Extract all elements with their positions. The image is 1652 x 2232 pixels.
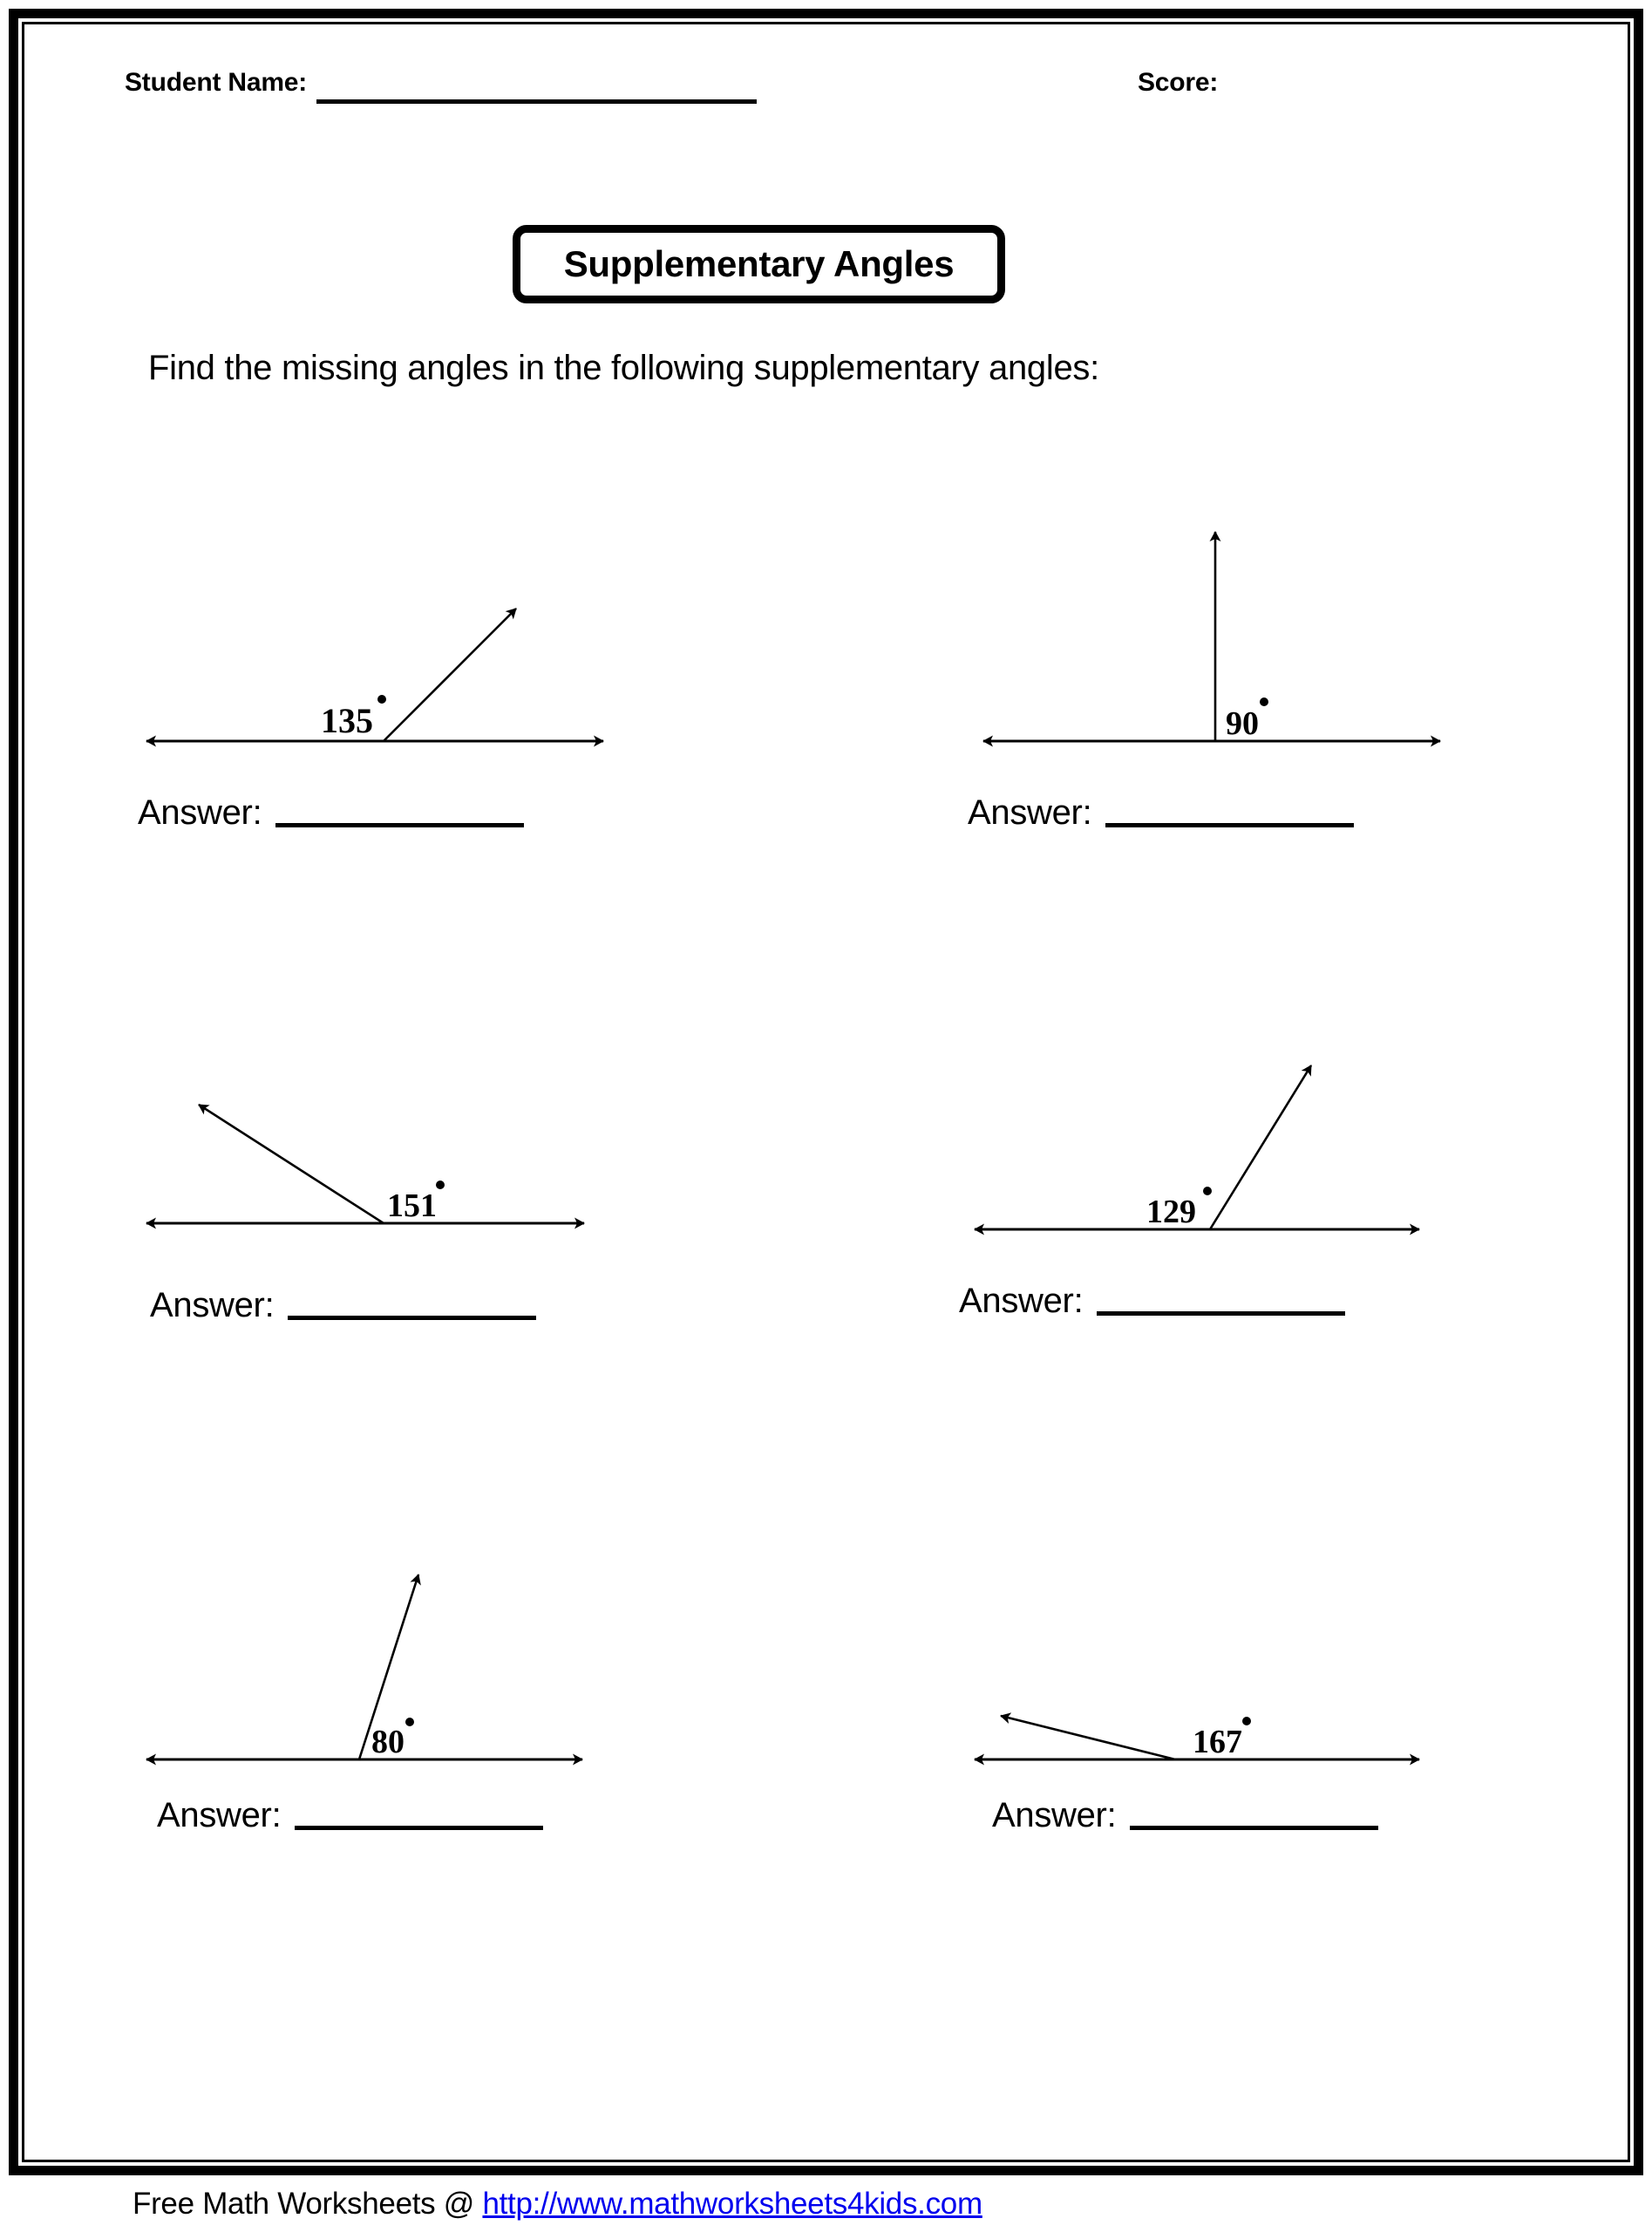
angle-figure-4 — [959, 1020, 1482, 1256]
worksheet-header — [0, 68, 1652, 108]
answer-blank-2[interactable] — [1105, 823, 1354, 827]
worksheet-footer — [0, 2187, 1652, 2222]
angle-label-2: 90 — [1226, 705, 1259, 742]
angle-figure-3 — [131, 1059, 619, 1251]
answer-row-6 — [992, 1796, 1378, 1835]
answer-label-2: Answer: — [968, 793, 1092, 832]
degree-symbol-1 — [377, 695, 386, 704]
answer-row-4 — [959, 1282, 1345, 1321]
angle-label-3: 151 — [387, 1187, 437, 1224]
answer-row-5 — [157, 1796, 543, 1835]
angle-label-5: 80 — [371, 1724, 405, 1760]
instruction-text: Find the missing angles in the following supplementary angles: — [148, 349, 1099, 387]
angle-label-6: 167 — [1193, 1724, 1242, 1760]
answer-blank-3[interactable] — [288, 1316, 536, 1320]
angle-figure-2 — [968, 488, 1456, 776]
answer-row-1 — [138, 793, 524, 833]
answer-label-6: Answer: — [992, 1796, 1117, 1834]
answer-label-4: Answer: — [959, 1282, 1084, 1320]
student-name-input-blank[interactable] — [316, 99, 757, 104]
footer-text: Free Math Worksheets @ — [133, 2187, 483, 2221]
answer-blank-4[interactable] — [1097, 1311, 1345, 1316]
student-name-label: Student Name: — [125, 68, 308, 97]
angle-figure-1 — [131, 523, 619, 776]
degree-symbol-2 — [1260, 698, 1268, 706]
page-title: Supplementary Angles — [563, 243, 955, 284]
answer-label-3: Answer: — [150, 1286, 275, 1324]
degree-symbol-6 — [1242, 1717, 1251, 1725]
answer-label-5: Answer: — [157, 1796, 282, 1834]
angle-label-4: 129 — [1146, 1194, 1196, 1230]
answer-blank-5[interactable] — [295, 1826, 543, 1830]
answer-label-1: Answer: — [138, 793, 262, 832]
angle-label-1: 135 — [321, 701, 373, 740]
answer-row-2 — [968, 793, 1354, 833]
degree-symbol-5 — [405, 1718, 414, 1726]
answer-row-3 — [150, 1286, 536, 1325]
angle-figure-5 — [131, 1508, 619, 1779]
answer-blank-6[interactable] — [1130, 1826, 1378, 1830]
degree-symbol-3 — [436, 1181, 445, 1189]
answer-blank-1[interactable] — [275, 823, 524, 827]
worksheet-title-box — [513, 225, 1005, 303]
angle-figure-6 — [959, 1648, 1482, 1787]
score-label: Score: — [1138, 68, 1219, 97]
degree-symbol-4 — [1203, 1187, 1212, 1195]
footer-website-link[interactable]: http://www.mathworksheets4kids.com — [482, 2187, 982, 2221]
